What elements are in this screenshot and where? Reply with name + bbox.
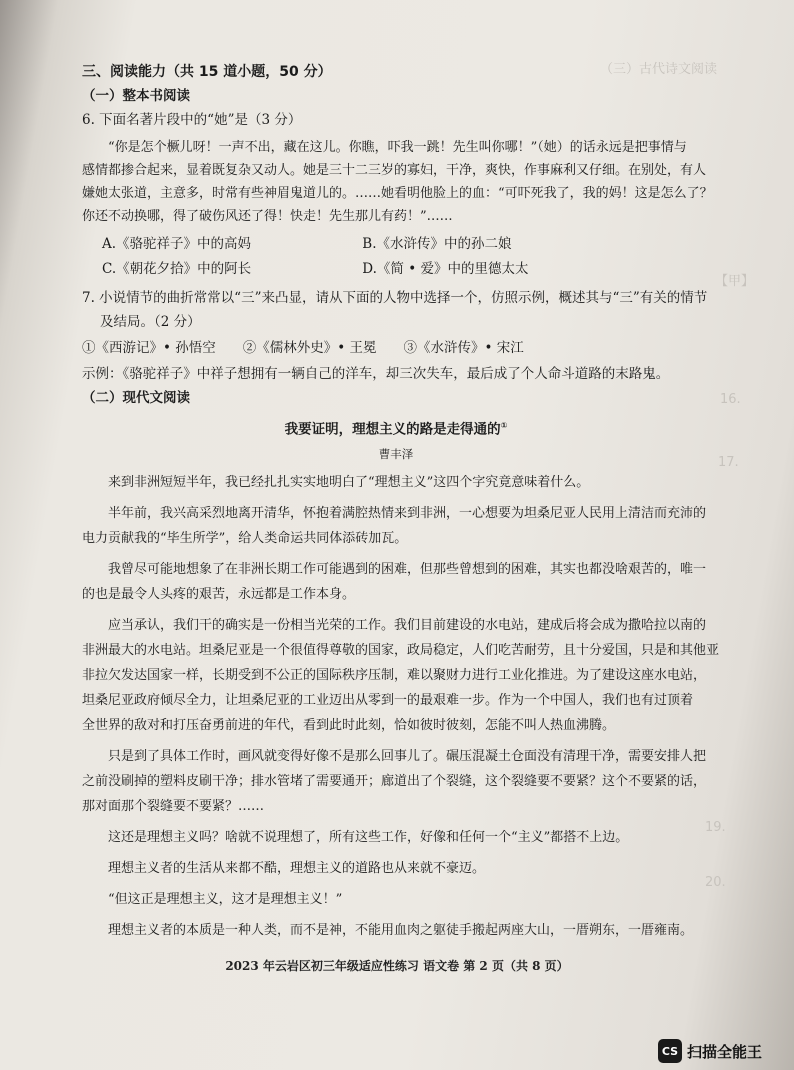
paragraph-line: 非拉欠发达国家一样，长期受到不公正的国际秩序压制，难以聚财力进行工业化推进。为了建设这座水电站， — [82, 667, 707, 683]
article-paragraph — [82, 613, 720, 738]
paragraph-line: 理想主义者的生活从来都不酷，理想主义的道路也从来就不豪迈。 — [108, 860, 486, 876]
paragraph-line: 只是到了具体工作时，画风就变得好像不是那么回事儿了。碾压混凝土仓面没有清理干净，需要安排人把 — [108, 748, 707, 764]
paragraph-line: 坦桑尼亚政府倾尽全力，让坦桑尼亚的工业迈出从零到一的最艰难一步。作为一个中国人，我们也有过顶着 — [82, 692, 694, 708]
bleed-through-text: （三）古代诗文阅读 — [600, 62, 718, 77]
article-paragraph — [82, 887, 710, 912]
paragraph-line: 之前没刷掉的塑料皮刷干净；排水管堵了需要通开；廊道出了个裂缝，这个裂缝要不要紧？这个不要紧的话， — [82, 773, 707, 789]
q6-stem: 6. 下面名著片段中的“她”是（3 分） — [82, 112, 302, 128]
q6-option-a: A.《骆驼祥子》中的高妈 — [102, 236, 252, 252]
section-title: 三、阅读能力（共 15 道小题，50 分） — [82, 64, 332, 80]
article-title — [82, 416, 710, 440]
paragraph-line: 理想主义者的本质是一种人类，而不是神，不能用血肉之躯徒手搬起两座大山，一厝朔东，一厝雍南。 — [108, 922, 694, 938]
q7-stem-line2: 及结局。（2 分） — [100, 314, 201, 330]
paragraph-line: 的也是最令人头疼的艰苦，永远都是工作本身。 — [82, 586, 356, 602]
article-title-text: 我要证明，理想主义的路是走得通的 — [284, 421, 501, 438]
page-footer: 2023 年云岩区初三年级适应性练习 语文卷 第 2 页（共 8 页） — [225, 959, 569, 973]
bleed-through-text: 【甲】 — [715, 274, 755, 289]
q6-passage — [82, 136, 713, 228]
camscanner-logo-icon: CS — [658, 1039, 682, 1063]
paragraph-line: 非洲最大的水电站。坦桑尼亚是一个很值得尊敬的国家，政局稳定，人们吃苦耐劳，且十分爱国，只是和其他亚 — [82, 642, 720, 658]
q6-option-c: C.《朝花夕拾》中的阿长 — [102, 261, 252, 277]
camscanner-label: 扫描全能王 — [687, 1042, 763, 1061]
paragraph-line: 这还是理想主义吗？啥就不说理想了，所有这些工作，好像和任何一个“主义”都搭不上边。 — [108, 829, 629, 845]
paragraph-line: 电力贡献我的“毕生所学”，给人类命运共同体添砖加瓦。 — [82, 530, 408, 546]
q6-passage-line: 嫌她太张道，主意多，时常有些神眉鬼道儿的。……她看明他脸上的血：“可吓死我了，我的妈！这是怎么了？ — [82, 186, 713, 201]
paragraph-line: 全世界的敌对和打压奋勇前进的年代，看到此时此刻，恰如彼时彼刻，怎能不叫人热血沸腾。 — [82, 717, 616, 733]
part1-heading: （一）整本书阅读 — [82, 88, 190, 104]
article-paragraph — [82, 501, 710, 551]
bleed-through-text: 20. — [705, 875, 726, 890]
article-author: 曹丰泽 — [378, 446, 414, 461]
footnote-mark: ① — [500, 421, 508, 430]
bleed-through-text: 19. — [705, 820, 726, 835]
q7-example: 示例：《骆驼祥子》中祥子想拥有一辆自己的洋车，却三次失车，最后成了个人命斗道路的末路鬼。 — [82, 366, 670, 382]
q7 — [82, 286, 710, 386]
part2-heading: （二）现代文阅读 — [82, 390, 190, 406]
q6-options — [82, 232, 710, 282]
q6-passage-line: “你是怎个橛儿呀！一声不出，藏在这儿。你瞧，吓我一跳！先生叫你哪！”（她）的话永远是把事情与 — [108, 140, 687, 155]
q7-stem-line1: 7. 小说情节的曲折常常以“三”来凸显，请从下面的人物中选择一个，仿照示例，概述其与“三”有关的情节 — [82, 290, 708, 306]
paragraph-line: 应当承认，我们干的确实是一份相当光荣的工作。我们目前建设的水电站，建成后将会成为撒哈拉以南的 — [108, 617, 707, 633]
q6-passage-line: 感情都掺合起来，显着既复杂又动人。她是三十二三岁的寡妇，干净，爽快，作事麻利又仔细。在别处，有人 — [82, 163, 707, 178]
paragraph-line: 半年前，我兴高采烈地离开清华，怀抱着满腔热情来到非洲，一心想要为坦桑尼亚人民用上清洁而充沛的 — [108, 505, 707, 521]
paragraph-line: “但这正是理想主义，这才是理想主义！” — [108, 891, 343, 907]
article-paragraph — [82, 825, 710, 850]
article-paragraph — [82, 744, 710, 819]
camscanner-watermark — [658, 1038, 762, 1064]
q6-option-b: B.《水浒传》中的孙二娘 — [362, 236, 512, 252]
q7-choices: ①《西游记》• 孙悟空 ②《儒林外史》• 王冕 ③《水浒传》• 宋江 — [82, 340, 524, 356]
article-paragraph — [82, 470, 710, 495]
paragraph-line: 那对面那个裂缝要不要紧？…… — [82, 798, 265, 814]
bleed-through-text: 17. — [718, 455, 739, 470]
q6-option-d: D.《简 • 爱》中的里德太太 — [362, 261, 529, 277]
article-paragraph — [82, 918, 710, 943]
paragraph-line: 来到非洲短短半年，我已经扎扎实实地明白了“理想主义”这四个字究竟意味着什么。 — [108, 474, 590, 490]
paragraph-line: 我曾尽可能地想象了在非洲长期工作可能遇到的困难，但那些曾想到的困难，其实也都没啥艰苦的，唯一 — [108, 561, 707, 577]
q6-passage-line: 你还不动换哪，得了破伤风还了得！快走！先生那儿有药！”…… — [82, 209, 453, 224]
article-paragraph — [82, 856, 710, 881]
article-paragraph — [82, 557, 710, 607]
bleed-through-text: 16. — [720, 392, 741, 407]
